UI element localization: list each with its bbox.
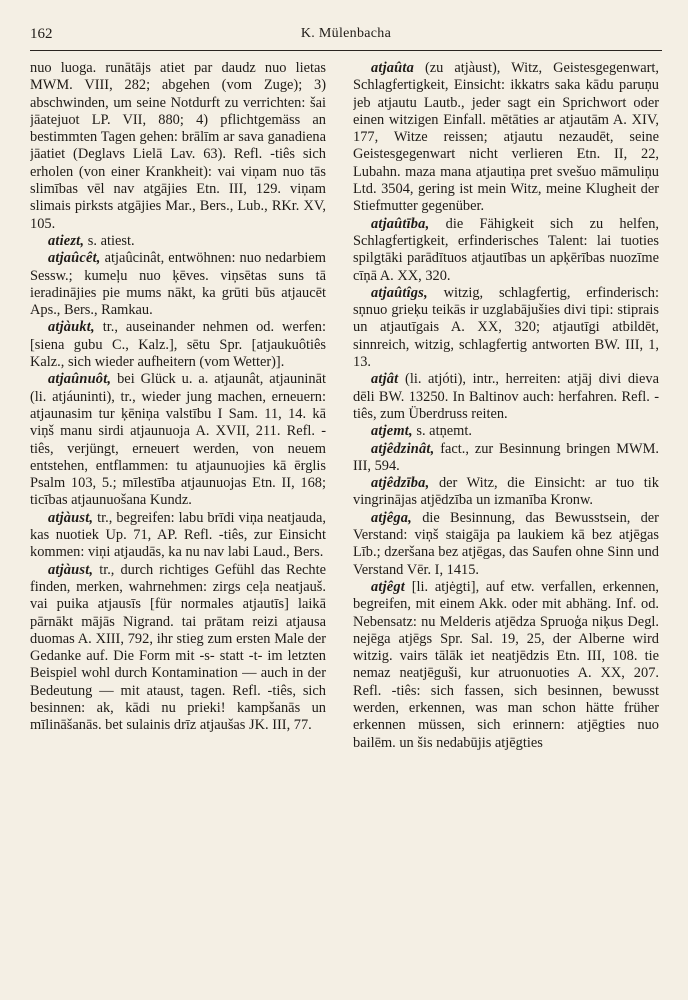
entry-body: (zu atjàust), Witz, Geistesgegenwart, Schlagfertigkeit, Einsicht: ikkatrs saka kādu paruņu jeb atjautu Lautb., jeder sagt ein Sprichwort oder einen witzigen Einfall. mētāties ar atjautām A. XIV, 177, Witze reissen; atjautu nezaudēt, seine Geistesgegenwart nicht verlieren Etn. II, 22, Lubahn. maza mana atjautiņa pret svešuo māmuliņu Ltd. 3504, gering ist mein Witz, meine Klugheit der Stiefmutter gegenüber.	[353, 60, 659, 215]
dictionary-entry	[353, 216, 659, 285]
entry-headword: atjemt,	[371, 423, 413, 440]
entry-headword: atjêdzinât,	[371, 440, 435, 457]
entry-body: nuo luoga. runātājs atiet par daudz nuo lietas MWM. VIII, 282; abgehen (vom Zuge); 3) abschwinden, um seine Notdurft zu verrichten: šai jāatejuot LP. VII, 880; 4) pflichtgemäss an bestimmten Tagen gehen: brālīm ar sava ganadiena jāatiet (Deglavs Lielā Lav. 63). Refl. -tiês sich erholen (von einer Krankheit): vai viņam nuo tās slimības vēl nav atgājies Etn. III, 129. viņam slimais pirksts atgājies Mar., Bers., Lub., RKr. XV, 105.	[30, 60, 326, 232]
entry-headword: atjàust,	[48, 561, 94, 578]
entry-body: (li. atjóti), intr., herreiten: atjāj divi dieva dēli BW. 13250. In Baltinov auch: herfahren. Refl. -tiês, zum Überdruss reiten.	[353, 371, 659, 422]
dictionary-entry	[353, 285, 659, 371]
dictionary-entry	[353, 371, 659, 423]
entry-headword: atjàukt,	[48, 319, 95, 336]
dictionary-entry	[30, 319, 326, 371]
dictionary-entry	[353, 475, 659, 510]
entry-headword: atjaûnuôt,	[48, 371, 112, 388]
entry-body: fact., zur Besinnung bringen MWM. III, 594.	[353, 440, 659, 474]
entry-headword: atjêgt	[371, 578, 405, 595]
entry-body: die Fähigkeit sich zu helfen, Schlagfertigkeit, erfinderisches Talent: lai tuoties spilgtāki parādītuos atjautības un apķērības nuozīme cīņā A. XX, 320.	[353, 215, 659, 284]
dictionary-entry	[353, 60, 659, 216]
entry-body: witzig, schlagfertig, erfinderisch: sņnuo grieķu teikās ir uzglabājušies divi tipi: stiprais un atjautīgais A. XX, 320; atjautīgi atbildēt, sinnreich, witzig, schlagfertig antworten BW. III, 1, 13.	[353, 284, 659, 371]
dictionary-entry	[30, 60, 326, 233]
entry-body: tr., auseinander nehmen od. werfen: [siena gubu C., Kalz.], sētu Spr. [atjaukuôtiês Kalz., sich wieder aufheitern (vom Wetter)].	[30, 319, 326, 371]
left-column	[30, 60, 326, 990]
dictionary-entry	[353, 423, 659, 440]
entry-headword: atjât	[371, 371, 399, 388]
entry-body: atjaûcinât, entwöhnen: nuo nedarbiem Sessw.; kumeļu nuo ķēves. viņsētas suns tā ieradinājies pie mums nākt, ka grūti būs atjaucēt Aps., Bers., Ramkau.	[30, 250, 326, 319]
entry-headword: atjàust,	[48, 509, 94, 526]
entry-body: s. atņemt.	[416, 423, 472, 440]
entry-body: tr., begreifen: labu brīdi viņa neatjauda, kas nuotiek Up. 71, AP. Refl. -tiês, zur Einsicht kommen: viņi atjaudās, ka nu nav labi Laud., Bers.	[30, 509, 326, 561]
entry-headword: atjaûtība,	[371, 215, 430, 232]
entry-headword: atjêga,	[371, 509, 412, 526]
dictionary-entry	[353, 441, 659, 476]
dictionary-entry	[30, 371, 326, 509]
entry-headword: atjaûcêt,	[48, 250, 101, 267]
right-column	[353, 60, 659, 990]
entry-body: [li. atjėgti], auf etw. verfallen, erkennen, begreifen, mit einem Akk. oder mit abhäng. Inf. od. Nebensatz: nu Melderis atjēdza Spruoģa niķus Degl. nejēga atjēgs Spr. Sal. 19, 25, der Alberne wird witzig. vairs tālāk iet neatjēdzis Etn. III, 108. tie nemaz neatjēguši, kur atruonuoties A. XX, 207. Refl. -tiês: sich fassen, sich besinnen, bewusst werden, erkennen, was man schon hätte früher erkennen müssen, sich erinnern: atjēgties nuo bailēm. un šis nedabūjis atjēgties	[353, 578, 659, 751]
entry-headword: atjaûtîgs,	[371, 284, 428, 301]
entry-body: der Witz, die Einsicht: ar tuo tik vingrinājas atjēdzība un izmanība Kronw.	[353, 475, 659, 509]
dictionary-entry	[30, 250, 326, 319]
entry-body: bei Glück u. a. atjaunât, atjaunināt (li. atjáuninti), tr., wieder jung machen, erneuern: atjaunasim tur ķēniņa valstību I Sam. 11, 14. kā viņš manu sirdi atjaunuoja A. XVII, 211. Refl. -tiês, verjüngt, erneuert werden, von neuem entstehen, entflammen: tu atjaunuojies kā ērglis Psalm 103, 5.; mīlestība atjaunuojas Etn. II, 168; ticības atjaunuošana Kundz.	[30, 371, 326, 509]
dictionary-entry	[30, 233, 326, 250]
dictionary-entry	[353, 579, 659, 752]
dictionary-entry	[30, 562, 326, 735]
dictionary-entry	[30, 510, 326, 562]
entry-headword: atjaûta	[371, 60, 414, 76]
entry-body: tr., durch richtiges Gefühl das Rechte finden, merken, wahrnehmen: zirgs ceļa neatjauš. vai puika atjausīs [für normales atjautīs] laikā pārnākt mājās Nigrand. tai prātam reizi atjausa duomas A. XIII, 792, ihr stieg zum ersten Male der Gedanke auf. Die Form mit -s- statt -t- im letzten Beispiel wohl durch Kontamination — auch in der Bedeutung — mit ataust, tagen. Refl. -tiês, sich besinnen: ak, kādi nu prieki! kampšanās un mīlināšanās. bet sulainis drīz atjaušas JK. III, 77.	[30, 561, 326, 734]
running-head: K. Mülenbacha	[300, 26, 392, 41]
page-header	[30, 22, 662, 51]
entry-body: s. atiest.	[87, 232, 135, 249]
entry-body: die Besinnung, das Bewusstsein, der Verstand: viņš staigāja pa laukiem kā bez atjēgas Līb.; dzeršana bez atjēgas, das Saufen ohne Sinn und Verstand Vēr. I, 1415.	[353, 509, 659, 578]
entry-headword: atiezt,	[48, 232, 85, 249]
entry-headword: atjêdzība,	[371, 475, 430, 492]
page-number: 162	[30, 26, 53, 42]
dictionary-entry	[353, 510, 659, 579]
